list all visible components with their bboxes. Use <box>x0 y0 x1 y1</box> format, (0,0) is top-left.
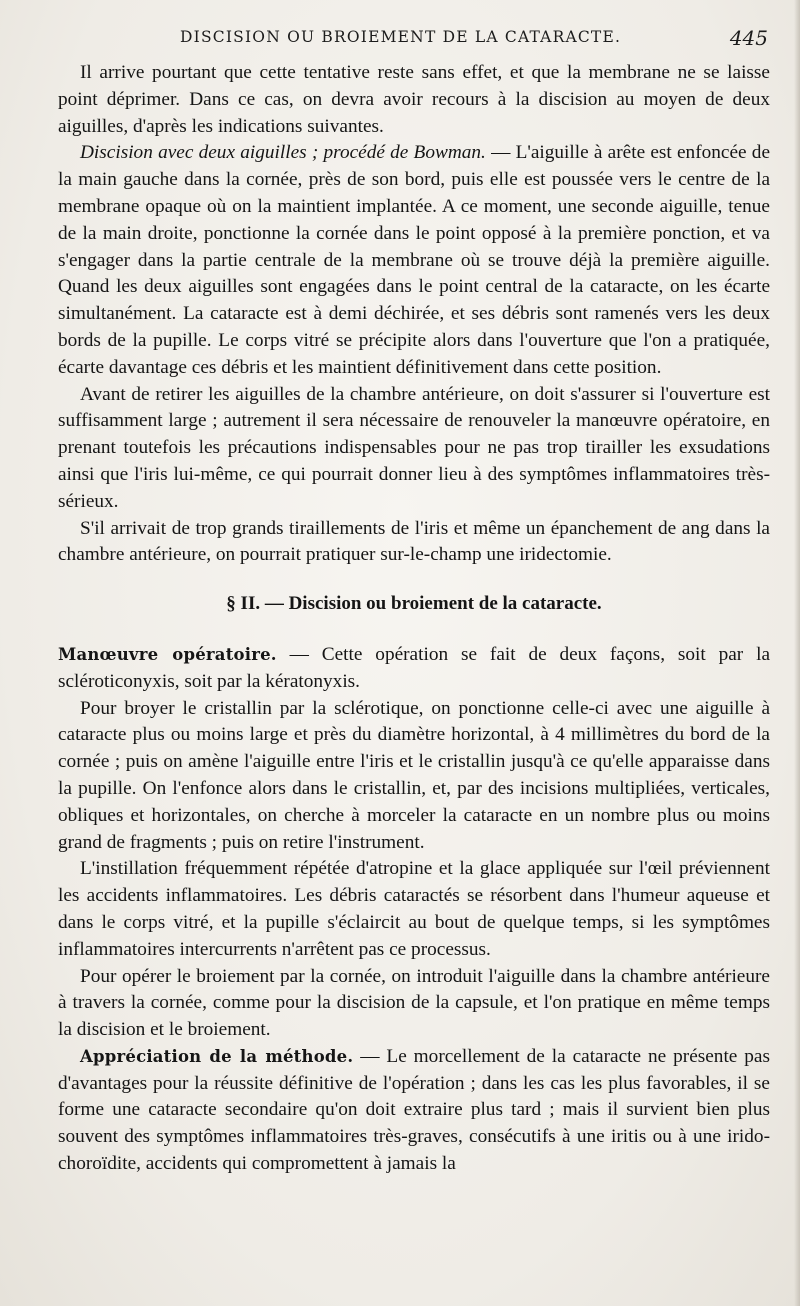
paragraph-text: — Le morcellement de la cataracte ne présente pas d'avantages pour la réussite définitive de l'opération ; dans les cas les plus favorables, il se forme une cataracte secondaire qu'on doit extraire plus tard ; mais il survient bien plus souvent des symptômes inflammatoires très-graves, consécutifs à une iritis ou à une irido-choroïdite, accidents qui compromettent à jamais la <box>58 1045 770 1175</box>
section-heading: § II. — Discision ou broiement de la cataracte. <box>226 593 602 615</box>
paragraph <box>58 696 770 857</box>
paragraph-lead-italic: Discision avec deux aiguilles ; procédé de Bowman. <box>80 142 486 164</box>
paragraph-text: L'instillation fréquemment répétée d'atropine et la glace appliquée sur l'œil préviennent les accidents inflammatoires. Les débris cataractés se résorbent dans l'humeur aqueuse et dans le corps vitré, et la pupille s'éclaircit au bout de quelque temps, si les symptômes inflammatoires intercurrents n'arrêtent pas ce processus. <box>58 858 770 960</box>
paragraph <box>58 642 770 696</box>
runin-heading: Appréciation de la méthode. <box>80 1046 354 1066</box>
page-number: 445 <box>729 26 768 50</box>
paragraph <box>58 964 770 1044</box>
paragraph <box>58 382 770 516</box>
paragraph-text: S'il arrivait de trop grands tiraillements de l'iris et même un épanchement de ang dans la chambre antérieure, on pourrait pratiquer sur-le-champ une iridectomie. <box>58 517 770 566</box>
paragraph <box>58 60 770 140</box>
paragraph-text: Pour opérer le broiement par la cornée, on introduit l'aiguille dans la chambre antérieure à travers la cornée, comme pour la discision de la capsule, et l'on pratique en même temps la discision et le broiement. <box>58 965 770 1041</box>
runin-heading: Manœuvre opératoire. <box>58 644 277 664</box>
paragraph <box>58 516 770 570</box>
body-text <box>58 60 770 1178</box>
page-spine-shadow <box>794 0 800 1306</box>
paragraph <box>58 1044 770 1178</box>
paragraph-text: — L'aiguille à arête est enfoncée de la main gauche dans la cornée, près de son bord, puis elle est poussée vers le centre de la membrane opaque où on la maintient implantée. A ce moment, une seconde aiguille, tenue de la main droite, ponctionne la cornée dans le point opposé à la première ponction, et va s'engager dans la partie centrale de la membrane où se trouve déjà la première aiguille. Quand les deux aiguilles sont engagées dans le point central de la cataracte, on les écarte simultanément. La cataracte est à demi déchirée, et ses débris sont ramenés vers les deux bords de la pupille. Le corps vitré se précipite alors dans l'ouverture que l'on a pratiquée, écarte davantage ces débris et les maintient définitivement dans cette position. <box>58 142 770 378</box>
running-title: DISCISION OU BROIEMENT DE LA CATARACTE. <box>180 28 622 46</box>
paragraph <box>58 140 770 381</box>
paragraph-text: Pour broyer le cristallin par la sclérotique, on ponctionne celle-ci avec une aiguille à cataracte plus ou moins large et près du diamètre horizontal, à 4 millimètres du bord de la cornée ; puis on amène l'aiguille entre l'iris et le cristallin jusqu'à ce qu'elle apparaisse dans la pupille. On l'enfonce alors dans le cristallin, et, par des incisions multipliées, verticales, obliques et horizontales, on cherche à morceler la cataracte en un nombre plus ou moins grand de fragments ; puis on retire l'instrument. <box>58 697 770 853</box>
page-header <box>60 28 768 58</box>
paragraph-text: — Cette opération se fait de deux façons, soit par la scléroticonyxis, soit par la kératonyxis. <box>58 643 770 692</box>
paragraph-text: Avant de retirer les aiguilles de la chambre antérieure, on doit s'assurer si l'ouverture est suffisamment large ; autrement il sera nécessaire de renouveler la manœuvre opératoire, en prenant toutefois les précautions indispensables pour ne pas trop tirailler les exsudations ainsi que l'iris lui-même, ce qui pourrait donner lieu à des symptômes inflammatoires très-sérieux. <box>58 383 770 512</box>
paragraph-text: Il arrive pourtant que cette tentative reste sans effet, et que la membrane ne se laisse point déprimer. Dans ce cas, on devra avoir recours à la discision au moyen de deux aiguilles, d'après les indications suivantes. <box>58 62 770 137</box>
paragraph <box>58 856 770 963</box>
